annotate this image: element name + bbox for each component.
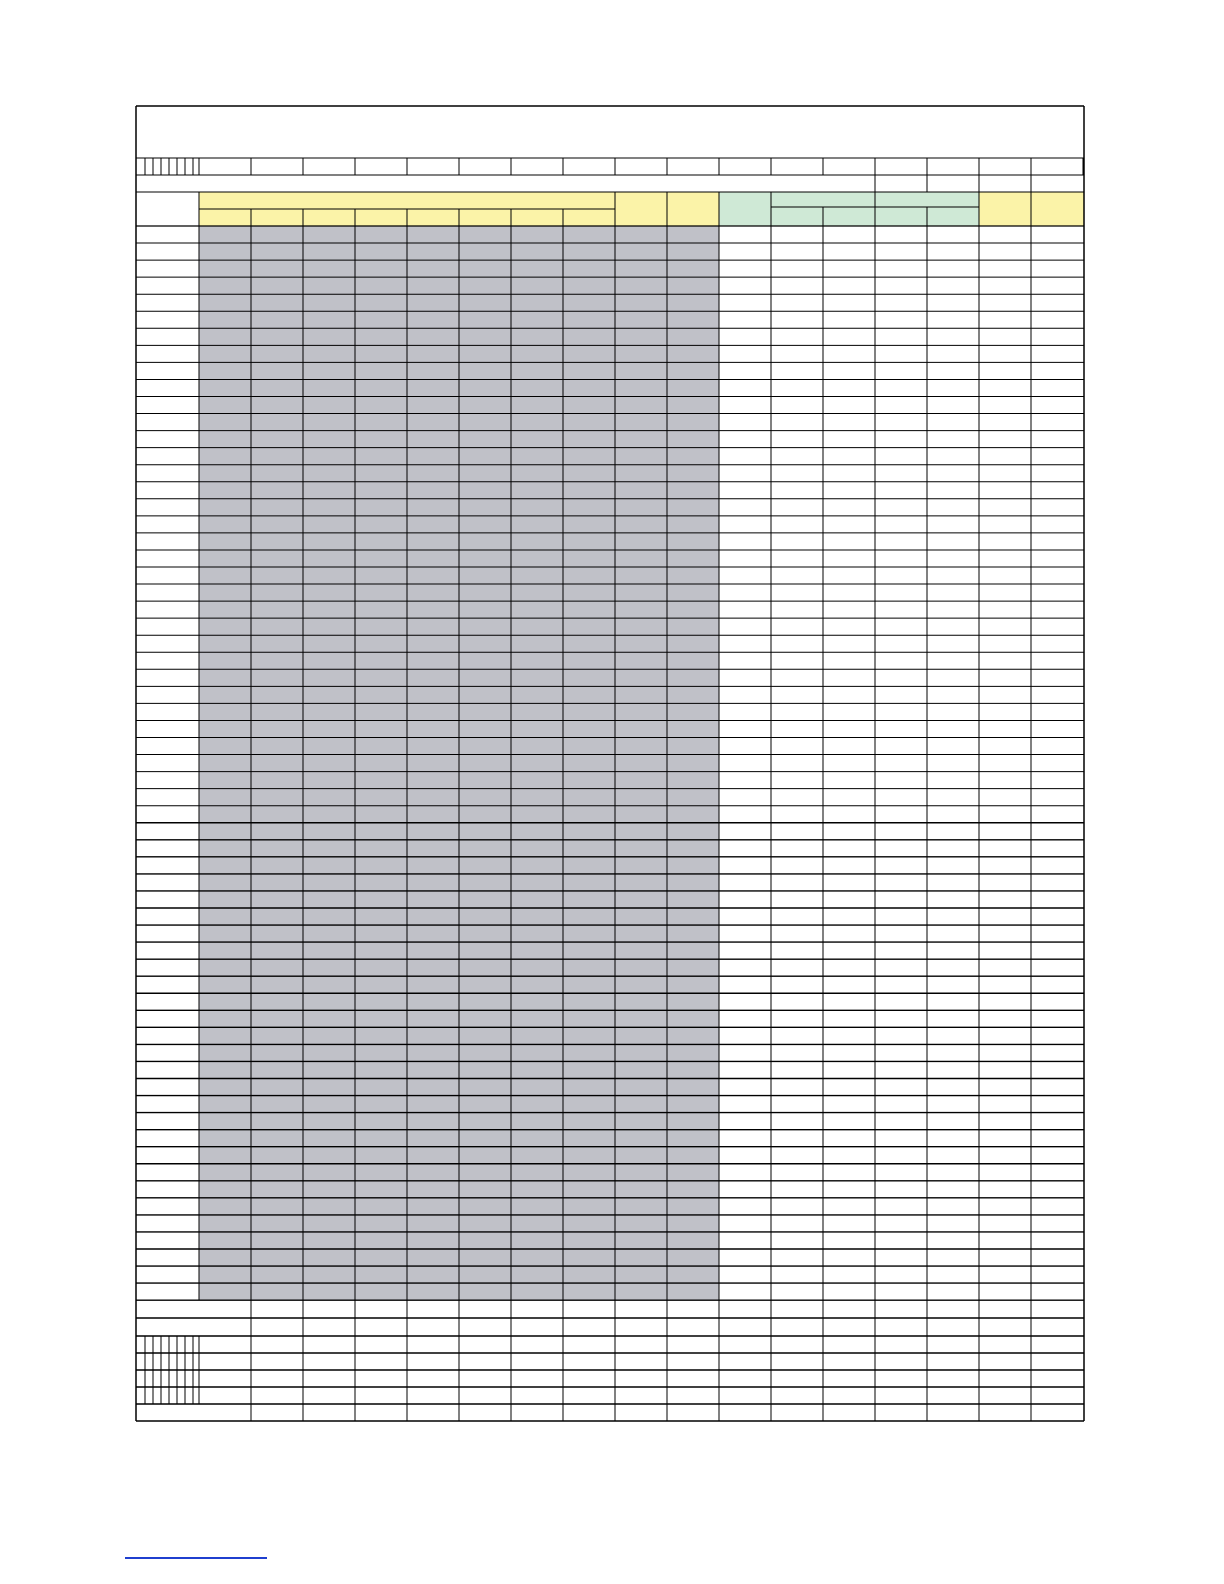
header-green-group (719, 192, 979, 226)
footer-link[interactable] (125, 1557, 267, 1559)
